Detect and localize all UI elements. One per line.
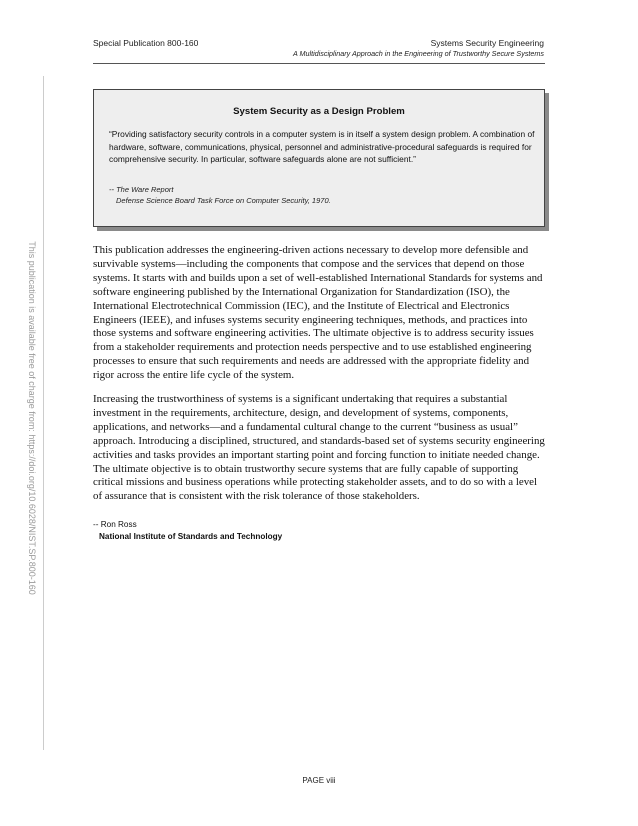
side-divider	[43, 76, 44, 750]
header-subtitle: A Multidisciplinary Approach in the Engineering of Trustworthy Secure Systems	[292, 49, 544, 58]
header-publication-label: Special Publication 800-160	[93, 38, 199, 48]
signature-name: -- Ron Ross	[93, 520, 137, 529]
quote-box	[93, 89, 545, 227]
quote-source: -- The Ware Report	[109, 185, 174, 194]
quote-box-title: System Security as a Design Problem	[233, 106, 405, 117]
body-paragraph-2: Increasing the trustworthiness of systems is a significant undertaking that requires a substantial investment in the requirements, architecture, design, and development of systems, components, applications, and networks—and a fundamental cultural change to the current “business as usual” approach. Introducing a disciplined, structured, and standards-based set of systems security engineering activities and tasks provides an important starting point and forcing function to initiate needed change. The ultimate objective is to obtain trustworthy secure systems that are fully capable of supporting critical missions and business operations while protecting stakeholder assets, and to do so with a level of assurance that is consistent with the risk tolerance of those stakeholders.	[93, 393, 545, 503]
availability-side-note: This publication is available free of charge from: https://doi.org/10.6028/NIST.SP.800-160	[27, 241, 37, 595]
page-number: PAGE viii	[302, 776, 336, 785]
quote-text: “Providing satisfactory security controls in a computer system is in itself a system design problem. A combination of hardware, software, communications, physical, personnel and administrative-procedural safeguards is required for comprehensive security. In particular, software safeguards alone are not sufficient.”	[109, 129, 535, 165]
body-paragraph-1: This publication addresses the engineering-driven actions necessary to develop more defensible and survivable systems—including the components that compose and the services that depend on those systems. It starts with and builds upon a set of well-established International Standards for systems and software engineering published by the International Organization for Standardization (ISO), the International Electrotechnical Commission (IEC), and the Institute of Electrical and Electronics Engineers (IEEE), and infuses systems security engineering techniques, methods, and practices into those systems and software engineering activities. The ultimate objective is to address security issues from a stakeholder requirements and protection needs perspective and to use established engineering processes to ensure that such requirements and needs are addressed with the appropriate fidelity and rigor across the entire life cycle of the system.	[93, 244, 543, 382]
quote-source-detail: Defense Science Board Task Force on Computer Security, 1970.	[116, 196, 331, 205]
signature-organization: National Institute of Standards and Technology	[99, 532, 283, 541]
header-divider	[93, 63, 545, 64]
header-document-title: Systems Security Engineering	[430, 38, 544, 48]
